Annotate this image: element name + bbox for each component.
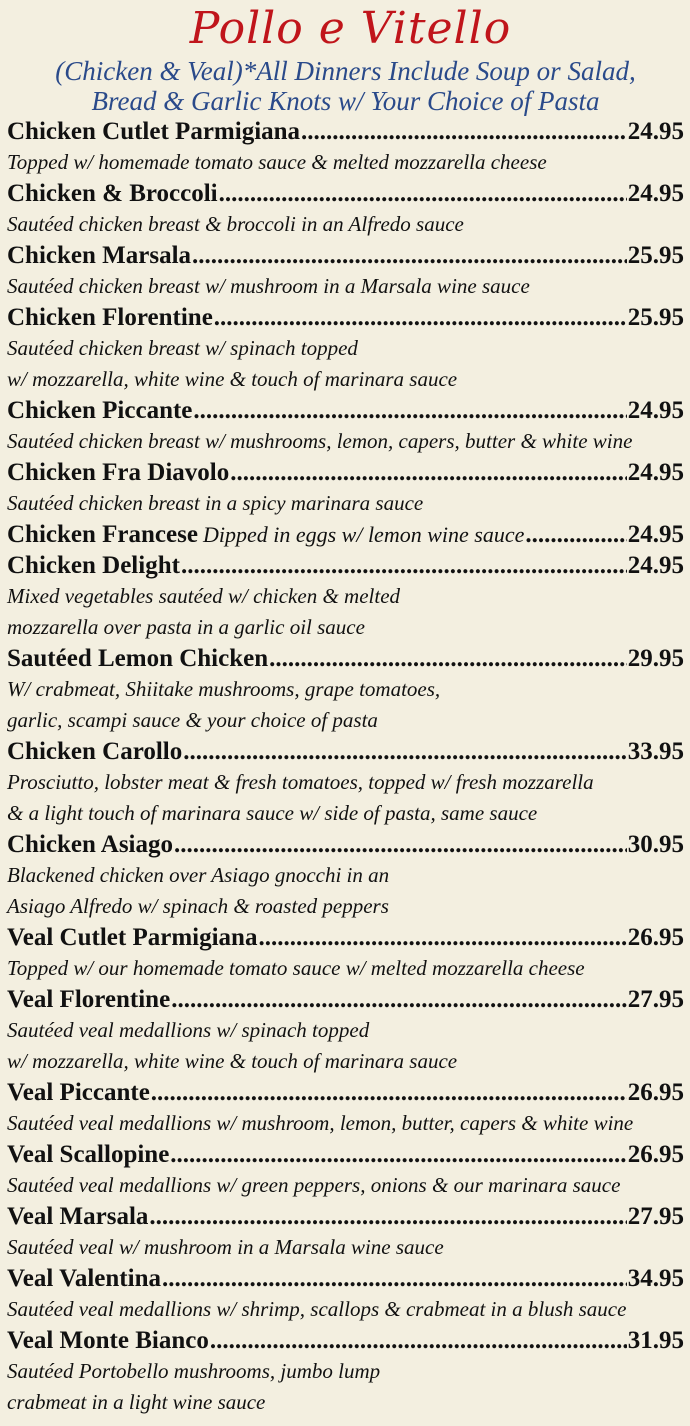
menu-item-description: Blackened chicken over Asiago gnocchi in an xyxy=(7,863,390,887)
menu-item-name: Chicken Piccante xyxy=(7,397,193,424)
menu-item-price: 27.95 xyxy=(627,1203,684,1230)
menu-item-description: Sautéed veal w/ mushroom in a Marsala wine sauce xyxy=(7,1235,444,1259)
menu-item xyxy=(7,240,684,302)
menu-item-name: Veal Florentine xyxy=(7,986,171,1013)
menu-item-description: Sautéed veal medallions w/ green peppers, onions & our marinara sauce xyxy=(7,1173,621,1197)
menu-item-name: Veal Cutlet Parmigiana xyxy=(7,924,258,951)
menu-item-name: Veal Marsala xyxy=(7,1203,149,1230)
menu-item-description: w/ mozzarella, white wine & touch of marinara sauce xyxy=(7,1049,458,1073)
dot-leader xyxy=(149,1201,626,1232)
menu-item-name: Chicken & Broccoli xyxy=(7,180,218,207)
menu-item-name: Veal Piccante xyxy=(7,1079,150,1106)
menu-item-row xyxy=(7,736,684,767)
menu-item-name: Sautéed Lemon Chicken xyxy=(7,645,269,672)
menu-item xyxy=(7,302,684,395)
menu-list xyxy=(7,116,684,1418)
menu-item-row xyxy=(7,922,684,953)
menu-item-name: Chicken Delight xyxy=(7,552,180,579)
menu-item-price: 25.95 xyxy=(627,304,684,331)
menu-item xyxy=(7,922,684,984)
menu-item-description: Sautéed chicken breast w/ spinach topped xyxy=(7,336,358,360)
menu-item-description: Topped w/ homemade tomato sauce & melted mozzarella cheese xyxy=(7,150,547,174)
menu-item xyxy=(7,519,684,550)
menu-item-description: & a light touch of marinara sauce w/ side of pasta, same sauce xyxy=(7,801,538,825)
menu-item-name: Chicken Carollo xyxy=(7,738,183,765)
menu-item-price: 29.95 xyxy=(627,645,684,672)
menu-item-row xyxy=(7,1263,684,1294)
menu-item-inline-description: Dipped in eggs w/ lemon wine sauce xyxy=(202,522,525,547)
menu-item-row xyxy=(7,1325,684,1356)
dot-leader xyxy=(170,1139,626,1170)
menu-item xyxy=(7,1263,684,1325)
menu-item-description: Sautéed chicken breast & broccoli in an Alfredo sauce xyxy=(7,212,464,236)
dot-leader xyxy=(258,922,626,953)
menu-item-row xyxy=(7,519,684,550)
menu-item-description: Sautéed Portobello mushrooms, jumbo lump xyxy=(7,1359,381,1383)
menu-item xyxy=(7,116,684,178)
menu-item-price: 31.95 xyxy=(627,1327,684,1354)
menu-item-row xyxy=(7,643,684,674)
menu-item-name: Chicken Asiago xyxy=(7,831,174,858)
menu-item-row xyxy=(7,178,684,209)
menu-item-row xyxy=(7,1139,684,1170)
menu-item-row xyxy=(7,829,684,860)
menu-item-row xyxy=(7,457,684,488)
menu-item-price: 24.95 xyxy=(627,521,684,548)
menu-item-name: Chicken Florentine xyxy=(7,304,213,331)
menu-item-name: Veal Monte Bianco xyxy=(7,1327,209,1354)
dot-leader xyxy=(214,302,627,333)
menu-item-description: mozzarella over pasta in a garlic oil sauce xyxy=(7,615,365,639)
menu-item-name: Veal Scallopine xyxy=(7,1141,170,1168)
menu-item-description: Sautéed chicken breast in a spicy marinara sauce xyxy=(7,491,424,515)
menu-item-price: 24.95 xyxy=(627,397,684,424)
menu-item-price: 24.95 xyxy=(627,552,684,579)
menu-item-price: 24.95 xyxy=(627,459,684,486)
menu-item-row xyxy=(7,240,684,271)
section-title: Pollo e Vitello xyxy=(189,3,512,54)
dot-leader xyxy=(269,643,627,674)
dot-leader xyxy=(151,1077,627,1108)
dot-leader xyxy=(171,984,627,1015)
section-subtitle xyxy=(7,56,684,116)
menu-item-price: 33.95 xyxy=(627,738,684,765)
menu-item-description: Topped w/ our homemade tomato sauce w/ melted mozzarella cheese xyxy=(7,956,585,980)
menu-item-row xyxy=(7,1077,684,1108)
menu-item-description: crabmeat in a light wine sauce xyxy=(7,1390,266,1414)
menu-item xyxy=(7,1077,684,1139)
dot-leader xyxy=(230,457,627,488)
menu-item-row xyxy=(7,1201,684,1232)
dot-leader xyxy=(174,829,627,860)
dot-leader xyxy=(181,550,627,581)
menu-item-price: 30.95 xyxy=(627,831,684,858)
menu-item xyxy=(7,1139,684,1201)
menu-item-price: 34.95 xyxy=(627,1265,684,1292)
menu-item-name: Chicken Fra Diavolo xyxy=(7,459,230,486)
menu-item-description: Sautéed veal medallions w/ mushroom, lemon, butter, capers & white wine xyxy=(7,1111,634,1135)
menu-item-name: Chicken Francese xyxy=(7,521,198,548)
menu-item-row xyxy=(7,302,684,333)
menu-item-row xyxy=(7,984,684,1015)
menu-item-description: Mixed vegetables sautéed w/ chicken & melted xyxy=(7,584,401,608)
menu-item-description: Sautéed chicken breast w/ mushrooms, lemon, capers, butter & white wine xyxy=(7,429,633,453)
menu-item-name: Chicken Marsala xyxy=(7,242,192,269)
menu-item xyxy=(7,395,684,457)
menu-item-name: Veal Valentina xyxy=(7,1265,161,1292)
menu-item xyxy=(7,1325,684,1418)
menu-item-price: 26.95 xyxy=(627,1141,684,1168)
menu-item-name: Chicken Cutlet Parmigiana xyxy=(7,118,301,145)
menu-item-description: W/ crabmeat, Shiitake mushrooms, grape tomatoes, xyxy=(7,677,441,701)
menu-item-price: 27.95 xyxy=(627,986,684,1013)
menu-item-row xyxy=(7,116,684,147)
menu-item-description: Sautéed chicken breast w/ mushroom in a Marsala wine sauce xyxy=(7,274,530,298)
menu-item-description: Sautéed veal medallions w/ shrimp, scallops & crabmeat in a blush sauce xyxy=(7,1297,627,1321)
dot-leader xyxy=(193,395,626,426)
menu-item xyxy=(7,984,684,1077)
menu-item-description: garlic, scampi sauce & your choice of pasta xyxy=(7,708,378,732)
subtitle-line-2: Bread & Garlic Knots w/ Your Choice of Pasta xyxy=(91,86,600,116)
dot-leader xyxy=(301,116,627,147)
menu-item xyxy=(7,736,684,829)
menu-item-description: w/ mozzarella, white wine & touch of marinara sauce xyxy=(7,367,458,391)
menu-item xyxy=(7,178,684,240)
dot-leader xyxy=(183,736,627,767)
menu-item xyxy=(7,829,684,922)
menu-item-row xyxy=(7,550,684,581)
menu-item xyxy=(7,1201,684,1263)
menu-item-description: Prosciutto, lobster meat & fresh tomatoes, topped w/ fresh mozzarella xyxy=(7,770,594,794)
menu-item-description: Sautéed veal medallions w/ spinach topped xyxy=(7,1018,370,1042)
dot-leader xyxy=(525,519,626,550)
menu-item-price: 26.95 xyxy=(627,924,684,951)
subtitle-line-1: (Chicken & Veal)*All Dinners Include Soup or Salad, xyxy=(55,56,636,86)
menu-item xyxy=(7,550,684,643)
menu-item-description: Asiago Alfredo w/ spinach & roasted peppers xyxy=(7,894,389,918)
menu-item xyxy=(7,457,684,519)
menu-item-price: 26.95 xyxy=(627,1079,684,1106)
menu-item-price: 24.95 xyxy=(627,118,684,145)
dot-leader xyxy=(210,1325,627,1356)
menu-item-row xyxy=(7,395,684,426)
menu-item-price: 24.95 xyxy=(627,180,684,207)
menu-item-price: 25.95 xyxy=(627,242,684,269)
menu-item xyxy=(7,643,684,736)
dot-leader xyxy=(162,1263,627,1294)
dot-leader xyxy=(219,178,627,209)
dot-leader xyxy=(192,240,627,271)
